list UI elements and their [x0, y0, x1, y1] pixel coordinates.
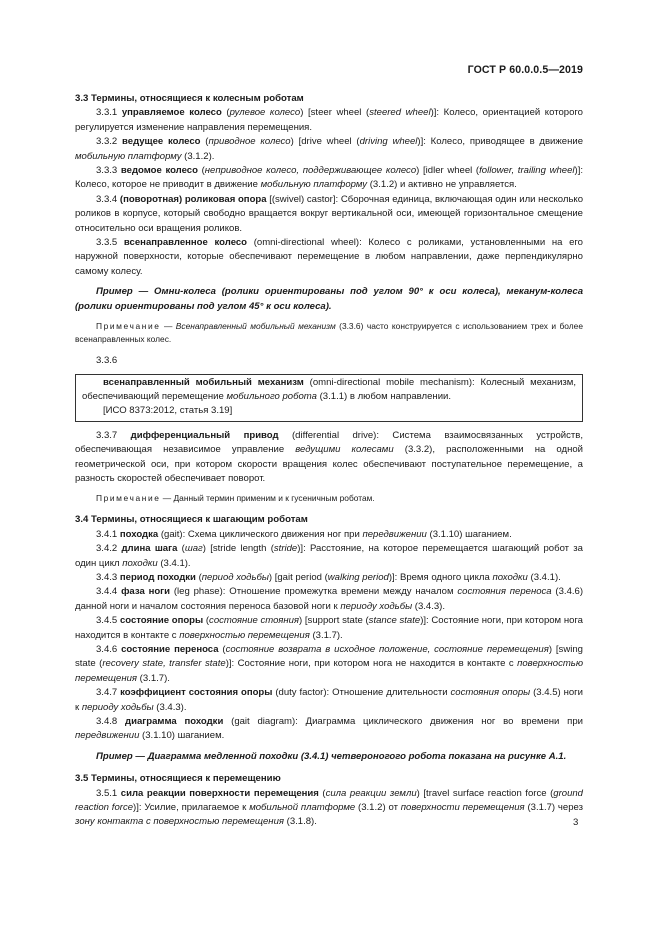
- term-bold: управляемое колесо: [121, 107, 222, 119]
- section-heading: [75, 92, 583, 106]
- term-italic: приводное колесо: [208, 136, 291, 148]
- text-run: (3.4.1).: [527, 571, 561, 583]
- text-run: 3.4.4: [96, 586, 122, 598]
- term-italic: steered wheel: [369, 107, 431, 119]
- text-run: ) [gait period (: [268, 571, 328, 583]
- text-run: )]: Состояние ноги, при котором нога не находится в контакте с: [225, 658, 518, 670]
- term-italic: периоду ходьбы: [340, 600, 413, 612]
- term-bold: длина шага: [121, 543, 178, 555]
- text-run: 3.4.7: [96, 687, 121, 699]
- term-bold: период походки: [119, 571, 196, 583]
- text-run: (: [197, 165, 205, 177]
- text-run: (3.4.3).: [412, 600, 446, 612]
- text-run: )]: Состояние ноги, при котором нога находится в контакте с: [75, 615, 583, 641]
- text-run: 3.3.4: [96, 193, 120, 205]
- term-italic: состояния переноса: [457, 586, 552, 598]
- text-run: ) [steer wheel (: [300, 107, 370, 119]
- term-italic: передвижении: [75, 730, 140, 742]
- term-italic: сила реакции земли: [325, 787, 417, 799]
- text-run: (omni-directional mobile mechanism): Колесный механизм, обеспечивающий перемещение: [82, 376, 576, 402]
- text-run: (3.1.7).: [309, 629, 343, 641]
- term-paragraph: [75, 429, 583, 487]
- text-run: (3.1.10) шаганием.: [426, 528, 512, 540]
- term-paragraph: [75, 614, 583, 643]
- term-italic: состояние стояния: [209, 615, 300, 627]
- term-bold: коэффициент состояния опоры: [120, 687, 273, 699]
- section-heading: [75, 513, 583, 527]
- note-paragraph: [75, 492, 583, 505]
- term-paragraph: [82, 404, 576, 418]
- term-paragraph: [75, 585, 583, 614]
- document-body: [75, 92, 583, 830]
- term-bold: 3.4 Термины, относящиеся к шагающим роботам: [75, 514, 308, 526]
- text-run: ) [stride length (: [202, 543, 274, 555]
- term-italic: мобильную платформу: [260, 179, 368, 191]
- text-run: (: [203, 615, 210, 627]
- term-paragraph: [75, 787, 583, 830]
- text-run: (: [177, 543, 185, 555]
- text-run: )]: Расстояние, на которое перемещается шагающий робот за один цикл: [75, 543, 583, 569]
- text-run: (: [318, 787, 326, 799]
- term-bold: фаза ноги: [121, 586, 171, 598]
- text-run: (duty factor): Отношение длительности: [272, 687, 451, 699]
- example-paragraph: [75, 285, 583, 314]
- text-run: (3.1.7).: [137, 672, 170, 684]
- term-paragraph: [75, 164, 583, 193]
- boxed-definition: [75, 374, 583, 422]
- term-italic: поверхностью перемещения: [75, 658, 584, 684]
- text-run: )]: Колесо, которое не приводит в движение: [75, 165, 584, 191]
- text-run: (3.4.1).: [157, 557, 191, 569]
- text-run: Примечание: [96, 493, 161, 504]
- text-run: 3.4.5: [96, 615, 120, 627]
- term-bold: ведомое колесо: [120, 165, 198, 177]
- term-bold: 3.5 Термины, относящиеся к перемещению: [75, 773, 281, 785]
- text-run: (3.1.2) от: [355, 802, 401, 814]
- term-paragraph: [75, 106, 583, 135]
- term-italic: рулевое колесо: [229, 107, 301, 119]
- text-run: (3.3.6) часто конструируется с использованием трех и более всенаправленных колес.: [75, 321, 583, 345]
- term-italic: зону контакта с поверхностью перемещения: [75, 816, 284, 828]
- term-italic: мобильной платформе: [249, 802, 356, 814]
- text-run: 3.4.6: [96, 644, 122, 655]
- text-run: (3.4.3).: [153, 701, 187, 713]
- text-run: 3.3.2: [96, 136, 123, 148]
- term-italic: stride: [273, 543, 298, 555]
- text-run: )]: Колесо, ориентацией которого регулируется изменение направления перемещения.: [75, 107, 583, 133]
- term-bold: (поворотная) роликовая опора: [119, 193, 267, 205]
- text-run: (: [221, 107, 230, 119]
- term-paragraph: [75, 354, 583, 368]
- term-italic: поверхности перемещения: [400, 802, 525, 814]
- term-bold: 3.3 Термины, относящиеся к колесным роботам: [75, 93, 304, 104]
- term-italic: Всенаправленный мобильный механизм: [175, 321, 336, 332]
- page-number: 3: [573, 817, 579, 828]
- text-run: Пример — Диаграмма медленной походки (3.4.1) четвероногого робота показана на рисунке А.1.: [96, 750, 567, 762]
- text-run: (3.1.2) и активно не управляется.: [367, 179, 517, 191]
- text-run: [ИСО 8373:2012, статья 3.19]: [103, 405, 233, 417]
- term-paragraph: [75, 236, 583, 279]
- text-run: (3.1.2).: [181, 150, 215, 162]
- text-run: ) [support state (: [299, 615, 369, 627]
- term-italic: stance state: [368, 615, 421, 627]
- text-run: 3.3.6: [96, 355, 118, 367]
- text-run: 3.4.1: [96, 528, 120, 540]
- text-run: (3.1.1) в любом направлении.: [316, 390, 452, 402]
- text-run: 3.4.8: [96, 716, 126, 728]
- text-run: 3.4.3: [96, 571, 120, 583]
- term-italic: ground reaction force: [75, 787, 583, 814]
- note-paragraph: [75, 320, 583, 346]
- term-italic: мобильного робота: [226, 390, 317, 402]
- text-run: ) [idler wheel (: [416, 165, 480, 177]
- text-run: (3.1.8).: [283, 816, 317, 828]
- text-run: (gait): Схема циклического движения ног при: [158, 528, 363, 540]
- text-run: 3.5.1: [96, 787, 121, 799]
- text-run: —: [160, 321, 176, 332]
- text-run: Пример — Омни-колеса (ролики ориентированы под углом 90° к оси колеса), меканум-колеса (ролики ориентированы под углом 45° к оси колеса).: [75, 286, 583, 312]
- text-run: 3.4.2: [96, 543, 122, 555]
- term-italic: ведущими колесами: [295, 444, 394, 456]
- text-run: (3.4.6) данной ноги и началом состояния переноса базовой ноги к: [75, 586, 584, 612]
- term-italic: шаг: [184, 543, 203, 555]
- term-italic: состояние возврата в исходное положение, состояние перемещения: [225, 644, 549, 655]
- text-run: (: [218, 644, 226, 655]
- term-paragraph: [75, 715, 583, 744]
- text-run: 3.3.3: [96, 165, 121, 177]
- text-run: (: [200, 136, 209, 148]
- term-italic: передвижении: [362, 528, 427, 540]
- term-bold: диаграмма походки: [125, 716, 224, 728]
- section-heading: [75, 772, 583, 786]
- term-italic: периоду ходьбы: [81, 701, 154, 713]
- term-paragraph: [82, 376, 576, 405]
- text-run: )]: Время одного цикла: [388, 571, 493, 583]
- term-italic: follower, trailing wheel: [479, 165, 575, 177]
- term-paragraph: [75, 193, 583, 236]
- term-italic: период ходьбы: [201, 571, 269, 583]
- text-run: (3.4.5) ноги к: [75, 687, 583, 713]
- text-run: (omni-directional wheel): Колесо с роликами, установленными на его наружной поверхности, которые обеспечивают перемещение в любом направлении, даже перпендикулярно самому колесу.: [75, 237, 583, 277]
- example-paragraph: [75, 750, 583, 764]
- text-run: )]: Усилие, прилагаемое к: [133, 802, 250, 814]
- term-paragraph: [75, 643, 583, 686]
- text-run: ) [swing state (: [75, 644, 583, 670]
- text-run: (leg phase): Отношение промежутка времени между началом: [170, 586, 458, 598]
- term-paragraph: [75, 571, 583, 585]
- text-run: (3.1.7) через: [524, 802, 583, 814]
- text-run: — Данный термин применим и к гусеничным роботам.: [160, 493, 375, 504]
- term-bold: дифференциальный привод: [130, 429, 279, 441]
- term-bold: всенаправленное колесо: [123, 237, 248, 249]
- text-run: ) [drive wheel (: [290, 136, 360, 148]
- term-paragraph: [75, 542, 583, 571]
- text-run: )]: Колесо, приводящее в движение: [417, 136, 583, 148]
- text-run: Примечание: [96, 321, 161, 332]
- text-run: (differential drive): Система взаимосвязанных устройств, обеспечивающая независимое управление: [75, 429, 584, 456]
- term-bold: походка: [119, 528, 159, 540]
- term-italic: recovery state, transfer state: [102, 658, 226, 670]
- term-italic: walking period: [327, 571, 389, 583]
- standard-code-header: ГОСТ Р 60.0.0.5—2019: [467, 64, 583, 76]
- term-bold: состояние переноса: [121, 644, 219, 655]
- text-run: 3.3.5: [96, 237, 124, 249]
- term-bold: состояние опоры: [119, 615, 204, 627]
- term-italic: походки: [492, 571, 528, 583]
- term-bold: ведущее колесо: [122, 136, 201, 148]
- text-run: (: [195, 571, 202, 583]
- text-run: (3.3.2), расположенными на одной геометрической оси, при котором скорости вращения колес обеспечивают поступательное перемещение, а разность скоростей обеспечивает поворот.: [75, 444, 583, 484]
- term-paragraph: [75, 528, 583, 542]
- term-italic: неприводное колесо, поддерживающее колесо: [204, 165, 417, 177]
- term-paragraph: [75, 135, 583, 164]
- term-bold: всенаправленный мобильный механизм: [103, 376, 304, 388]
- term-italic: походки: [122, 557, 158, 569]
- term-italic: состояния опоры: [450, 687, 531, 699]
- term-italic: поверхностью перемещения: [179, 629, 310, 641]
- text-run: 3.3.7: [96, 429, 131, 441]
- text-run: ) [travel surface reaction force (: [416, 787, 554, 799]
- text-run: 3.3.1: [96, 107, 122, 119]
- text-run: (3.1.10) шаганием.: [139, 730, 225, 742]
- text-run: [(swivel) castor]: Сборочная единица, включающая один или несколько роликов в корпусе, который свободно вращается вокруг вертикальной оси, имеющей горизонтальное смещение относительно оси вращения роликов.: [75, 193, 584, 234]
- text-run: (gait diagram): Диаграмма циклического движения ног во времени при: [223, 716, 583, 728]
- term-bold: сила реакции поверхности перемещения: [120, 787, 319, 799]
- term-paragraph: [75, 686, 583, 715]
- term-italic: мобильную платформу: [75, 150, 182, 162]
- term-italic: driving wheel: [359, 136, 418, 148]
